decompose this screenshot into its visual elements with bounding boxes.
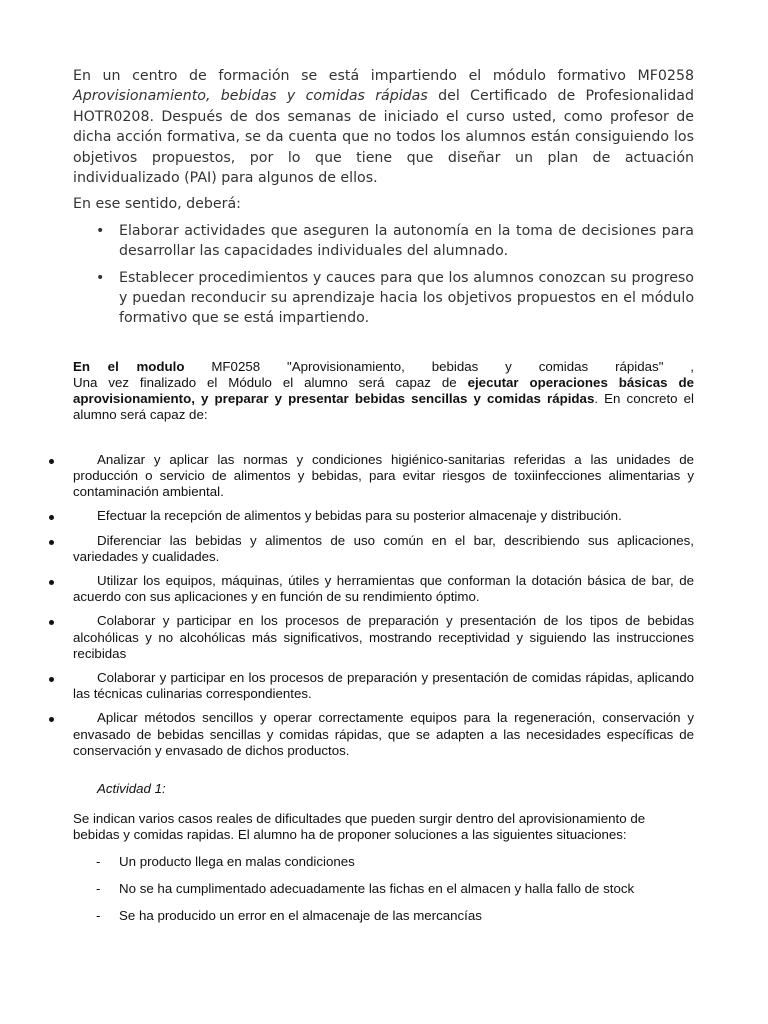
list-item-text: Utilizar los equipos, máquinas, útiles y herramientas que conforman la dotación básica de bar, de acuerdo con sus aplicaciones y en función de su rendimiento óptimo. — [73, 572, 694, 605]
list-item — [73, 881, 694, 897]
module-text-end: . En concreto el alumno será capaz de: — [73, 391, 695, 423]
list-item-text: Colaborar y participar en los procesos de preparación y presentación de comidas rápidas, aplicando las técnicas culinarias correspondientes. — [73, 669, 694, 702]
intro-lead: En ese sentido, deberá: — [73, 196, 241, 213]
list-item-text: Establecer procedimientos y cauces para que los alumnos conozcan su progreso y puedan reconducir su aprendizaje hacia los objetivos propuestos en el módulo formativo que se está impartiendo. — [119, 269, 694, 327]
list-item-text: Aplicar métodos sencillos y operar correctamente equipos para la regeneración, conservación y envasado de bebidas sencillas y comidas rápidas, que se adapten a las necesidades específicas de conservación y envasado de dichos productos. — [73, 710, 694, 758]
module-heading-bold: En el modulo — [73, 358, 185, 374]
list-item — [73, 268, 694, 329]
module-title-italic: Aprovisionamiento, bebidas y comidas rápidas — [73, 88, 428, 105]
intro-bullet-list — [73, 221, 694, 329]
list-item — [73, 508, 694, 524]
bullet-icon: • — [96, 222, 105, 239]
dash-icon: - — [96, 907, 101, 923]
module-title-word: rápidas" — [615, 358, 664, 374]
module-section — [73, 359, 694, 924]
module-title-word: bebidas — [431, 358, 479, 374]
list-item — [73, 854, 694, 870]
list-item — [73, 533, 694, 565]
module-title-word: "Aprovisionamiento, — [287, 358, 405, 374]
list-item — [73, 613, 694, 662]
bullet-icon: • — [96, 269, 105, 286]
list-item — [73, 452, 694, 501]
list-item — [73, 908, 694, 924]
module-title-word: comidas — [538, 358, 589, 374]
module-description — [73, 375, 694, 424]
intro-section — [73, 66, 694, 329]
activity-title: Actividad 1: — [97, 780, 166, 796]
list-item-text: Elaborar actividades que aseguren la autonomía en la toma de decisiones para desarrollar las capacidades individuales del alumnado. — [119, 222, 694, 260]
list-item-text: Diferenciar las bebidas y alimentos de uso común en el bar, describiendo sus aplicaciones, variedades y cualidades. — [73, 532, 694, 564]
list-item-text: Un producto llega en malas condiciones — [119, 853, 355, 869]
intro-text-end: del Certificado de Profesionalidad HOTR0208. Después de dos semanas de iniciado el curso usted, como profesor de dicha acción formativa, se da cuenta que no todos los alumnos están consiguiendo los objetivos propuestos, por lo que tiene que diseñar un plan de actuación individualizado (PAI) para algunos de ellos. — [73, 88, 695, 187]
list-item-text: Se ha producido un error en el almacenaje de las mercancías — [119, 907, 482, 923]
list-item — [73, 670, 694, 702]
module-code: MF0258 — [211, 358, 261, 374]
module-text-bold: ejecutar operaciones básicas de aprovisionamiento, y preparar y presentar bebidas sencillas y comidas rápidas — [73, 375, 694, 407]
list-item-text: Efectuar la recepción de alimentos y bebidas para su posterior almacenaje y distribución. — [97, 508, 622, 524]
dash-icon: - — [96, 853, 101, 869]
list-item-text: Analizar y aplicar las normas y condiciones higiénico-sanitarias referidas a las unidades de producción o servicio de alimentos y bebidas, para evitar riesgos de toxiinfecciones alimentarias y contaminación ambiental. — [73, 451, 694, 500]
list-item-text: Colaborar y participar en los procesos de preparación y presentación de los tipos de bebidas alcohólicas y no alcohólicas más significativos, mostrando receptividad y siguiendo las instrucciones recibidas — [73, 613, 694, 661]
document-page — [73, 66, 694, 935]
module-title-word: y — [505, 358, 512, 374]
intro-paragraph — [73, 66, 694, 188]
intro-text-start: En un centro de formación se está impartiendo el módulo formativo MF0258 — [73, 68, 694, 84]
module-text-start: Una vez finalizado el Módulo el alumno será capaz de — [73, 375, 468, 391]
objectives-list — [73, 452, 694, 759]
list-item — [73, 573, 694, 605]
module-heading-line — [73, 359, 694, 375]
list-item — [73, 221, 694, 262]
dash-icon: - — [96, 880, 101, 896]
module-title-word: , — [690, 358, 694, 374]
list-item-text: No se ha cumplimentado adecuadamente las fichas en el almacen y halla fallo de stock — [119, 880, 635, 896]
cases-list — [73, 854, 694, 925]
activity-description: Se indican varios casos reales de dificultades que pueden surgir dentro del aprovisionamiento de bebidas y comidas rapidas. El alumno ha de proponer soluciones a las siguientes situaciones: — [73, 811, 646, 843]
list-item — [73, 710, 694, 759]
